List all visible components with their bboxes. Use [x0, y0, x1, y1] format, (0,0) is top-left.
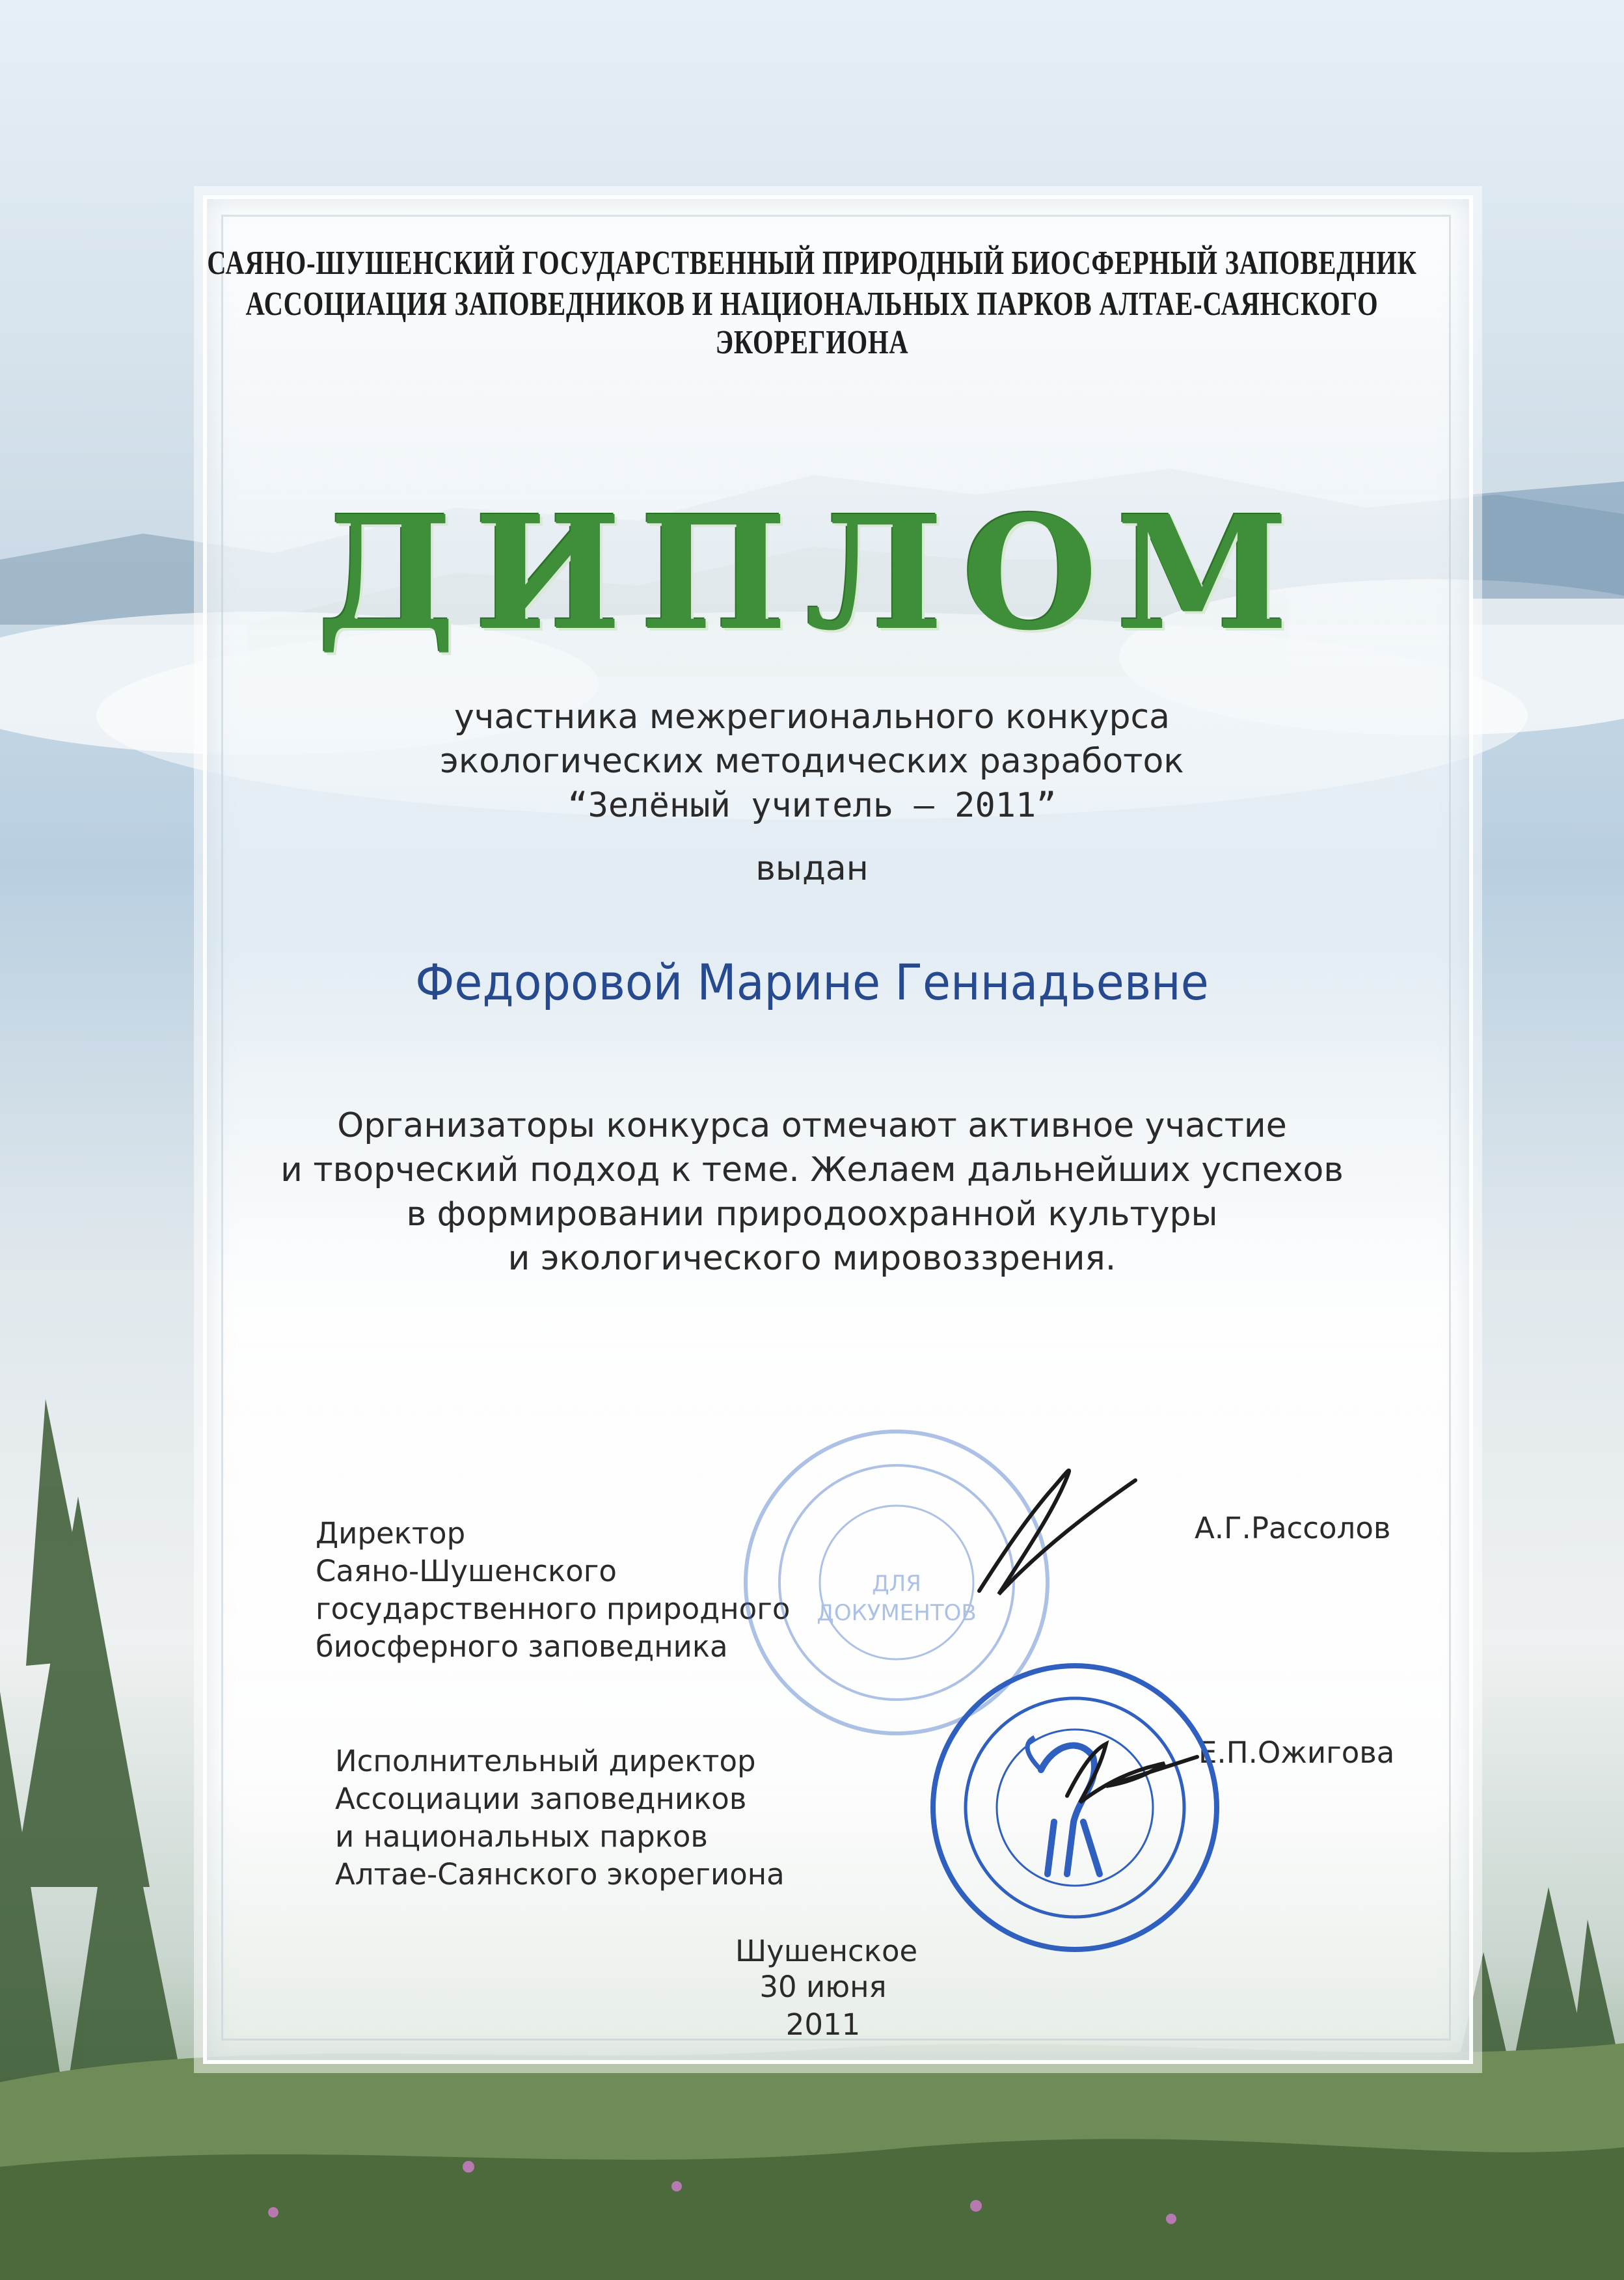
message-line-1: Организаторы конкурса отмечают активное участие: [337, 1106, 1287, 1145]
signatory-1-title-line: биосферного заповедника: [316, 1629, 728, 1664]
contest-name: “Зелёный учитель – 2011”: [567, 786, 1057, 825]
svg-text:ДЛЯ: ДЛЯ: [872, 1571, 921, 1597]
message-line-2: и творческий подход к теме. Желаем дальнейших успехов: [280, 1150, 1344, 1189]
signatory-2-title-line: и национальных парков: [335, 1819, 708, 1854]
signatory-1-name: А.Г.Рассолов: [1195, 1511, 1391, 1545]
message-line-4: и экологического мировоззрения.: [508, 1239, 1116, 1278]
recipient-name: Федоровой Марине Геннадьевне: [415, 953, 1209, 1011]
signatory-1-title-line: Директор: [316, 1516, 466, 1551]
signatory-2-title-line: Ассоциации заповедников: [335, 1782, 747, 1816]
signatory-1-title-line: Саяно-Шушенского: [316, 1554, 617, 1588]
signatory-2-title-line: Алтае-Саянского экорегиона: [335, 1857, 785, 1892]
subtitle-line-1: участника межрегионального конкурса: [454, 698, 1170, 737]
header-line-2: АССОЦИАЦИЯ ЗАПОВЕДНИКОВ И НАЦИОНАЛЬНЫХ ПАРКОВ АЛТАЕ-САЯНСКОГО ЭКОРЕГИОНА: [245, 286, 1379, 361]
date: 30 июня 2011: [759, 1970, 887, 2042]
message-line-3: в формировании природоохранной культуры: [406, 1195, 1218, 1234]
signatory-2-title-line: Исполнительный директор: [335, 1744, 756, 1778]
diploma-title: ДИПЛОМ: [317, 482, 1307, 665]
subtitle-line-2: экологических методических разработок: [440, 742, 1184, 781]
signatory-2-name: Е.П.Ожигова: [1198, 1735, 1395, 1770]
place: Шушенское: [735, 1934, 918, 1968]
issued-label: выдан: [755, 849, 869, 888]
svg-text:ДОКУМЕНТОВ: ДОКУМЕНТОВ: [817, 1600, 977, 1626]
stamp-association: [933, 1666, 1217, 1949]
header-line-1: САЯНО-ШУШЕНСКИЙ ГОСУДАРСТВЕННЫЙ ПРИРОДНЫЙ БИОСФЕРНЫЙ ЗАПОВЕДНИК: [207, 245, 1417, 282]
signatory-1-title-line: государственного природного: [316, 1592, 791, 1626]
